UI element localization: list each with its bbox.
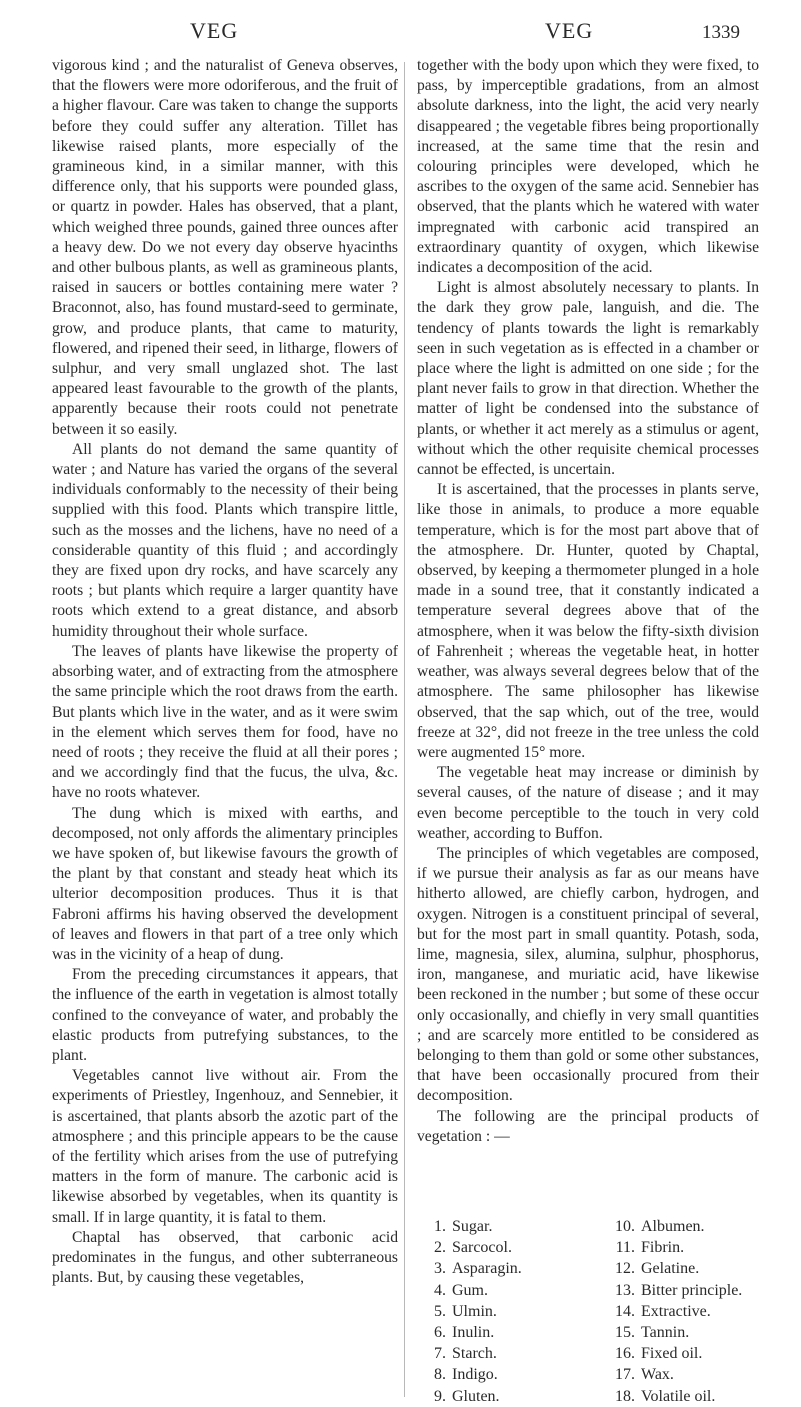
running-head-left: VEG <box>190 18 239 43</box>
paragraph: together with the body upon which they were fixed, to pass, by imperceptible gradations, from an almost absolute darkness, into the light, the acid very nearly disappeared ; the vegetable fibres being proportionally increased, at the same time that the resin and colouring principles were developed, which he ascribes to the oxygen of the same acid. Sennebier has observed, that the plants which he watered with water impregnated with carbonic acid transpired an extraordinary quantity of oxygen, which likewise indicates a decomposition of the acid. <box>417 57 759 277</box>
paragraph: Chaptal has observed, that carbonic acid predominates in the fungus, and other subterraneous plants. But, by causing these vegetables, <box>52 1228 398 1287</box>
list-item: 6. Inulin. <box>434 1324 495 1342</box>
page-header <box>0 18 801 52</box>
list-item: 7. Starch. <box>434 1345 497 1363</box>
list-item: 16. Fixed oil. <box>615 1345 703 1363</box>
products-list-column-1 <box>418 1216 522 1407</box>
paragraph: The dung which is mixed with earths, and decomposed, not only affords the alimentary principles we have spoken of, but likewise favours the growth of the plant by that constant and steady heat which its ulterior decomposition produces. Thus it is that Fabroni affirms his having observed the development of leaves and flowers in that part of a tree only which was in the vicinity of a heap of dung. <box>52 804 398 963</box>
products-list-column-2 <box>607 1216 742 1407</box>
running-head-right: VEG <box>545 18 594 43</box>
paragraph: The principles of which vegetables are composed, if we pursue their analysis as far as our means have hitherto allowed, are chiefly carbon, hydrogen, and oxygen. Nitrogen is a constituent principal of several, but for the most part in small quantity. Potash, soda, lime, magnesia, silex, alumina, sulphur, phosphorus, iron, manganese, and muriatic acid, have likewise been reckoned in the number ; but some of these occur only occasionally, and chiefly in very small quantities ; and are scarcely more entitled to be considered as belonging to them than gold or some other substances, that have been occasionally procured from their decomposition. <box>417 844 759 1105</box>
paragraph: The leaves of plants have likewise the property of absorbing water, and of extracting from the atmosphere the same principle which the root draws from the earth. But plants which live in the water, and as it were swim in the element which serves them for food, have no need of roots ; they receive the fluid at all their pores ; and we accordingly find that the fucus, the ulva, &c. have no roots whatever. <box>52 642 398 802</box>
paragraph: Light is almost absolutely necessary to plants. In the dark they grow pale, languish, and die. The tendency of plants towards the light is remarkably seen in such vegetation as is effected in a chamber or place where the light is admitted on one side ; for the plant never fails to grow in that direction. Whether the matter of light be condensed into the substance of plants, or whether it act merely as a stimulus or agent, without which the other requisite chemical processes cannot be effected, is uncertain. <box>417 279 759 479</box>
column-divider <box>404 62 405 1397</box>
list-item: 10. Albumen. <box>615 1218 705 1235</box>
page-number: 1339 <box>702 22 740 43</box>
list-item: 2. Sarcocol. <box>434 1239 512 1257</box>
list-item: 8. Indigo. <box>434 1366 498 1384</box>
right-column <box>417 56 759 1147</box>
list-item: 5. Ulmin. <box>434 1302 497 1320</box>
list-item: 3. Asparagin. <box>434 1260 522 1278</box>
paragraph: Vegetables cannot live without air. From the experiments of Priestley, Ingenhouz, and Sennebier, it is ascertained, that plants absorb the azotic part of the atmosphere ; and this principle appears to be the cause of the fertility which arises from the use of putrefying matters in the form of manure. The carbonic acid is likewise absorbed by vegetables, when its quantity is small. If in large quantity, it is fatal to them. <box>52 1067 398 1226</box>
list-item: 13. Bitter principle. <box>615 1281 743 1299</box>
paragraph: The following are the principal products of vegetation : — <box>417 1107 759 1145</box>
list-item: 4. Gum. <box>434 1281 488 1299</box>
list-item: 17. Wax. <box>615 1366 674 1384</box>
paragraph: The vegetable heat may increase or diminish by several causes, of the nature of disease ; and it may even become perceptible to the touch in very cold weather, according to Buffon. <box>417 764 759 842</box>
list-item: 9. Gluten. <box>434 1387 500 1405</box>
paragraph: From the preceding circumstances it appears, that the influence of the earth in vegetation is almost totally confined to the conveyance of water, and probably the elastic products from putrefying substances, to the plant. <box>52 966 398 1064</box>
list-item: 11. Fibrin. <box>615 1239 685 1257</box>
left-column <box>52 56 398 1288</box>
paragraph: It is ascertained, that the processes in plants serve, like those in animals, to produce a more equable temperature, which is for the most part above that of the atmosphere. Dr. Hunter, quoted by Chaptal, observed, by keeping a thermometer plunged in a hole made in a sound tree, that it constantly indicated a temperature several degrees above that of the atmosphere, when it was below the fifty-sixth division of Fahrenheit ; whereas the vegetable heat, in hotter weather, was always several degrees below that of the atmosphere. The same philosopher has likewise observed, that the sap which, out of the tree, would freeze at 32°, did not freeze in the tree unless the cold were augmented 15° more. <box>417 481 759 761</box>
paragraph: All plants do not demand the same quantity of water ; and Nature has varied the organs of the several individuals conformably to the necessity of their being supplied with this food. Plants which transpire little, such as the mosses and the lichens, have no need of a considerable quantity of this fluid ; and accordingly they are fixed upon dry rocks, and have scarcely any roots ; but plants which require a larger quantity have roots which extend to a great distance, and absorb humidity throughout their whole surface. <box>52 440 398 640</box>
paragraph: vigorous kind ; and the naturalist of Geneva observes, that the flowers were more odoriferous, and the fruit of a higher flavour. Care was taken to change the supports before they could suffer any alteration. Tillet has likewise raised plants, more especially of the gramineous kind, in a similar manner, with this difference only, that his supports were pounded glass, or quartz in powder. Hales has observed, that a plant, which weighed three pounds, gained three ounces after a heavy dew. Do we not every day observe hyacinths and other bulbous plants, as well as gramineous plants, raised in saucers or bottles containing mere water ? Braconnot, also, has found mustard-seed to germinate, grow, and produce plants, that came to maturity, flowered, and ripened their seed, in litharge, flowers of sulphur, and very small unglazed shot. The last appeared least favourable to the growth of the plants, apparently because their roots could not penetrate between it so easily. <box>52 57 398 438</box>
list-item: 1. Sugar. <box>434 1218 493 1235</box>
list-item: 18. Volatile oil. <box>615 1387 716 1405</box>
list-item: 14. Extractive. <box>615 1302 711 1320</box>
list-item: 12. Gelatine. <box>615 1260 700 1278</box>
list-item: 15. Tannin. <box>615 1324 690 1342</box>
